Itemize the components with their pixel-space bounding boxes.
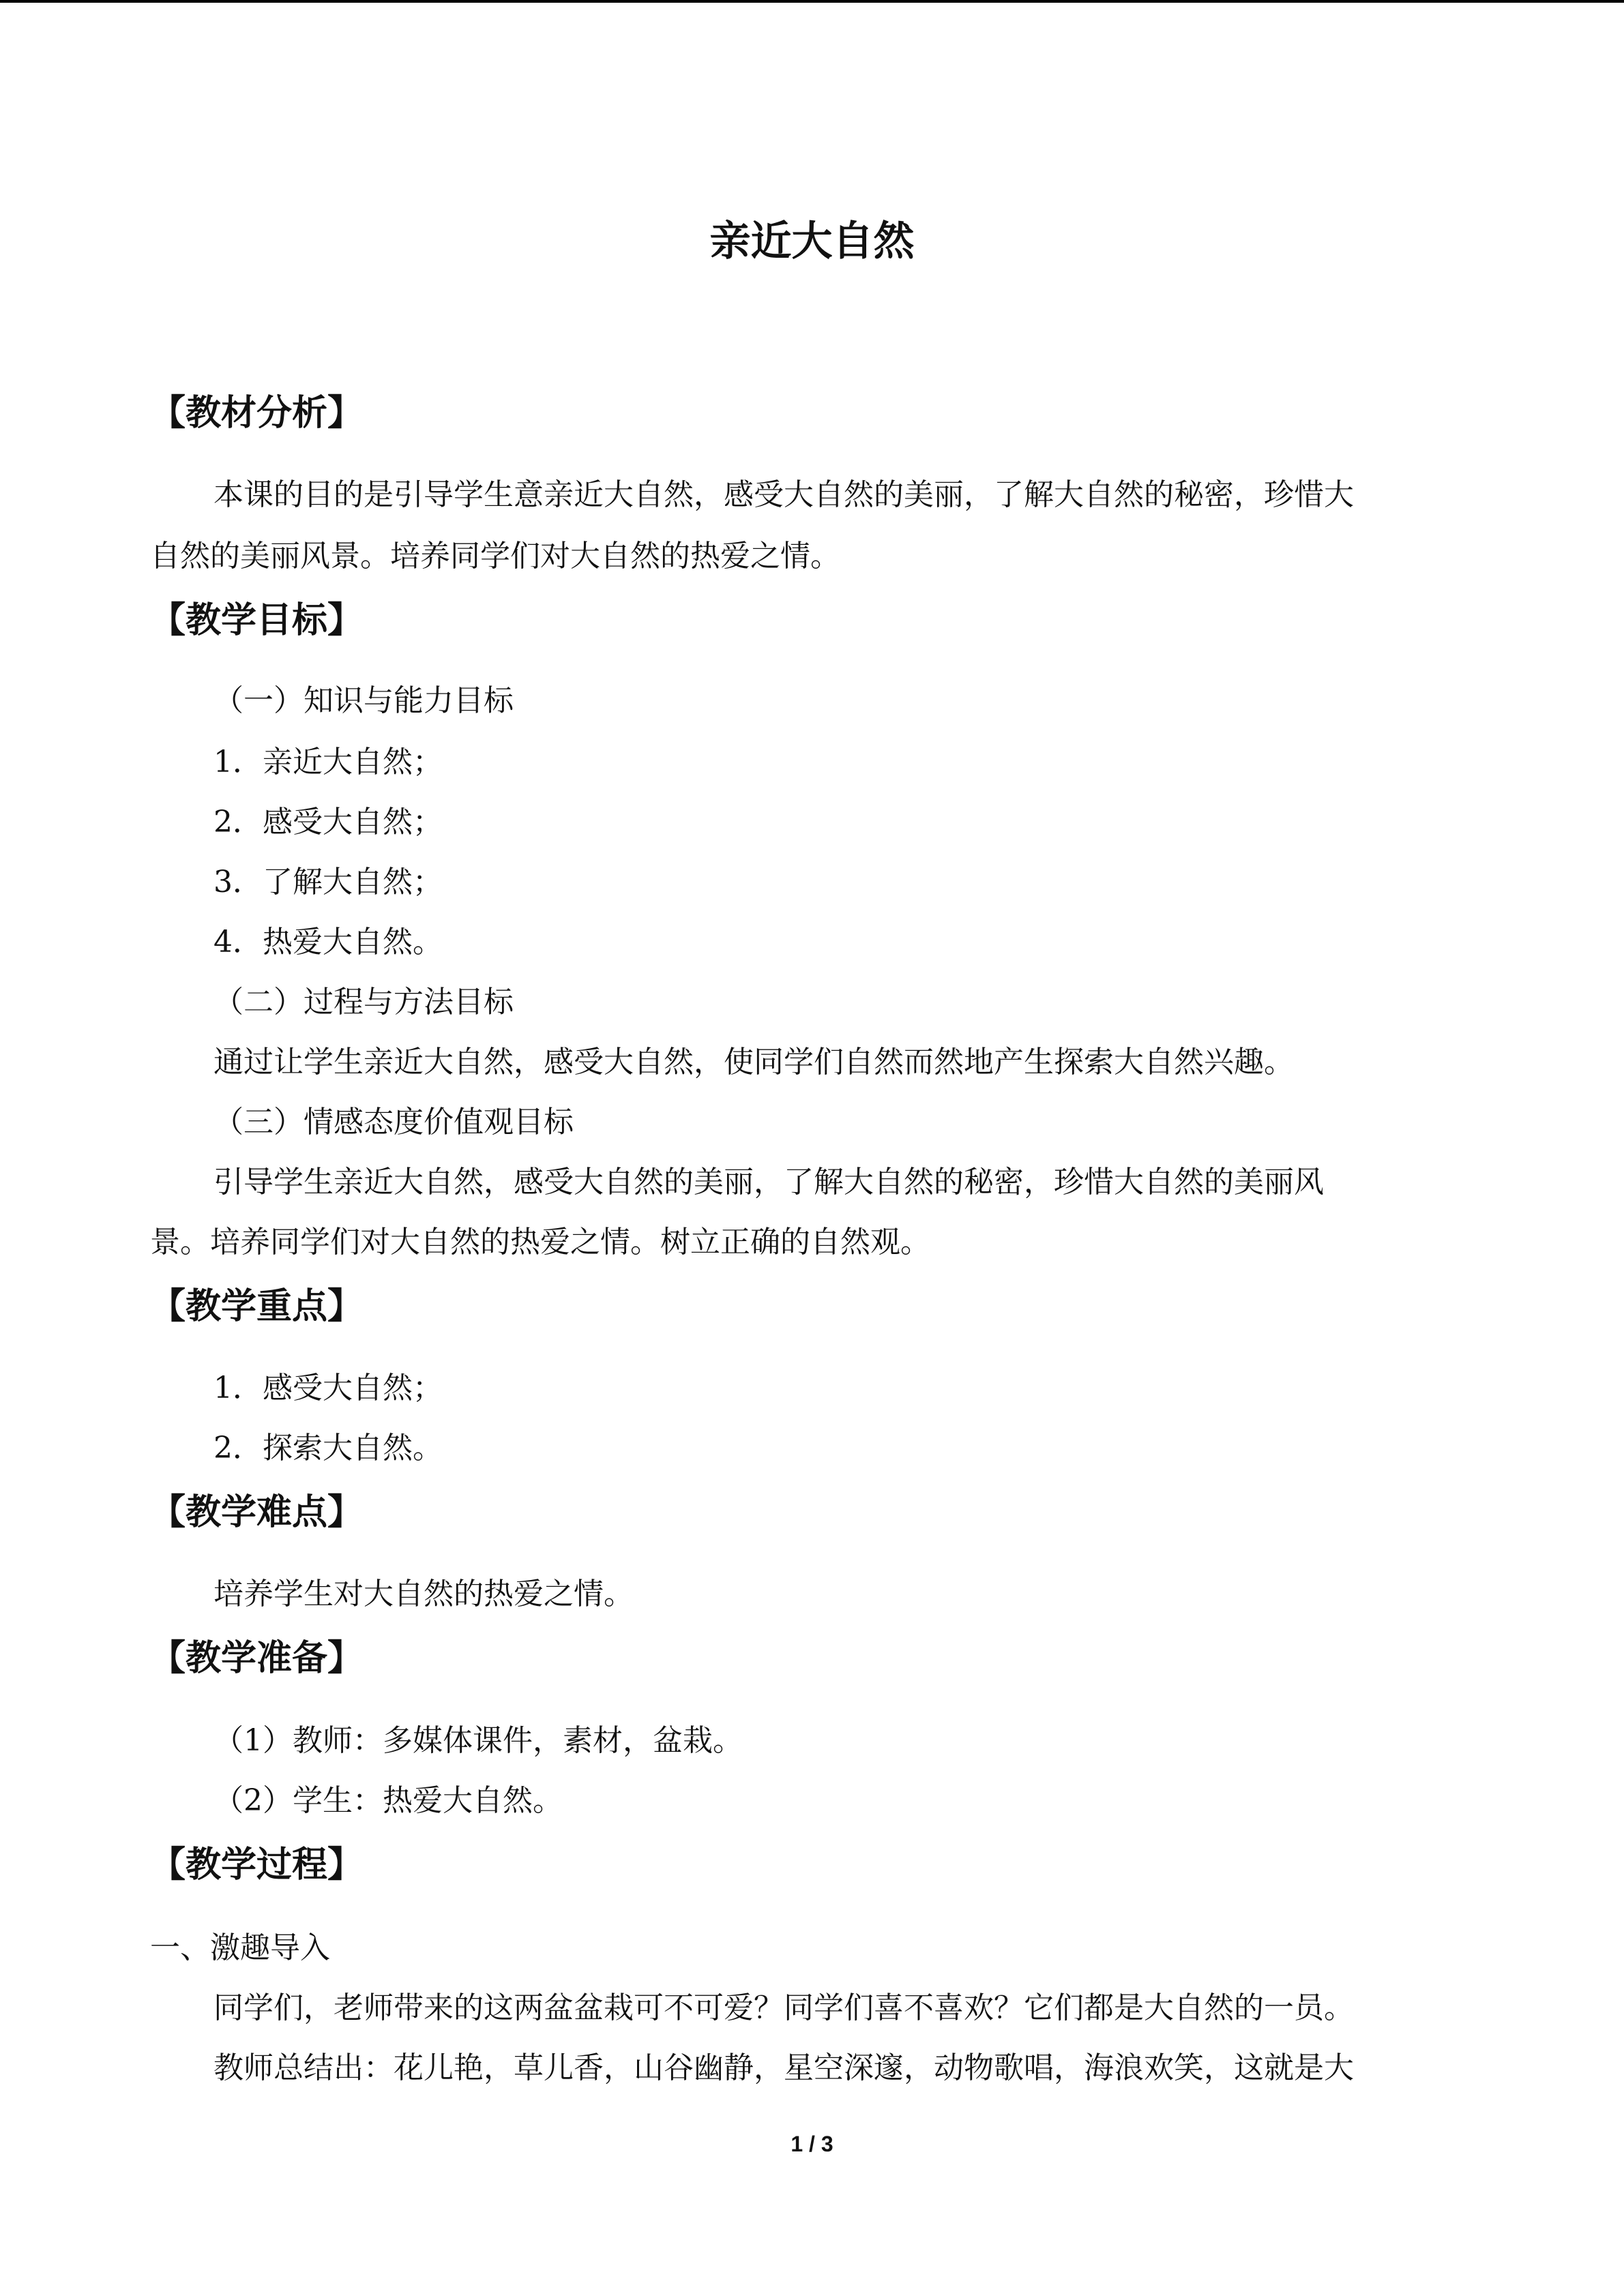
key-point-2: 2．探索大自然。 [213,1431,443,1465]
process-step-1: 一、激趣导入 [150,1930,330,1965]
page-top-border [0,0,1624,3]
preparation-item-1: （1）教师：多媒体课件，素材，盆栽。 [213,1723,743,1758]
difficulty-text: 培养学生对大自然的热爱之情。 [213,1577,634,1611]
goals-item-4: 4．热爱大自然。 [213,925,443,959]
document-title: 亲近大自然 [709,218,915,265]
heading-key-points: 【教学重点】 [150,1286,364,1327]
goals-sub2: （二）过程与方法目标 [213,985,514,1019]
goals-item-3: 3．了解大自然； [213,865,443,899]
goals-sub1: （一）知识与能力目标 [213,683,514,718]
goals-sub3-line-1: 引导学生亲近大自然，感受大自然的美丽，了解大自然的秘密，珍惜大自然的美丽风 [213,1165,1324,1199]
goals-sub2-text: 通过让学生亲近大自然，感受大自然，使同学们自然而然地产生探索大自然兴趣。 [213,1045,1294,1079]
key-point-1: 1．感受大自然； [213,1371,443,1405]
process-line-1: 同学们，老师带来的这两盆盆栽可不可爱？同学们喜不喜欢？它们都是大自然的一员。 [213,1991,1354,2025]
preparation-item-2: （2）学生：热爱大自然。 [213,1783,563,1818]
heading-analysis: 【教材分析】 [150,393,364,434]
goals-item-2: 2．感受大自然； [213,805,443,839]
heading-preparation: 【教学准备】 [150,1638,364,1679]
process-line-2: 教师总结出：花儿艳，草儿香，山谷幽静，星空深邃，动物歌唱，海浪欢笑，这就是大 [213,2051,1354,2085]
analysis-line-1: 本课的目的是引导学生意亲近大自然，感受大自然的美丽，了解大自然的秘密，珍惜大 [213,477,1354,512]
goals-sub3-line-2: 景。培养同学们对大自然的热爱之情。树立正确的自然观。 [150,1225,930,1259]
analysis-line-2: 自然的美丽风景。培养同学们对大自然的热爱之情。 [150,539,840,573]
goals-sub3: （三）情感态度价值观目标 [213,1105,574,1139]
heading-process: 【教学过程】 [150,1845,364,1885]
heading-goals: 【教学目标】 [150,600,364,641]
goals-item-1: 1．亲近大自然； [213,745,443,779]
heading-difficulty: 【教学难点】 [150,1492,364,1533]
page-number: 1 / 3 [791,2132,833,2156]
